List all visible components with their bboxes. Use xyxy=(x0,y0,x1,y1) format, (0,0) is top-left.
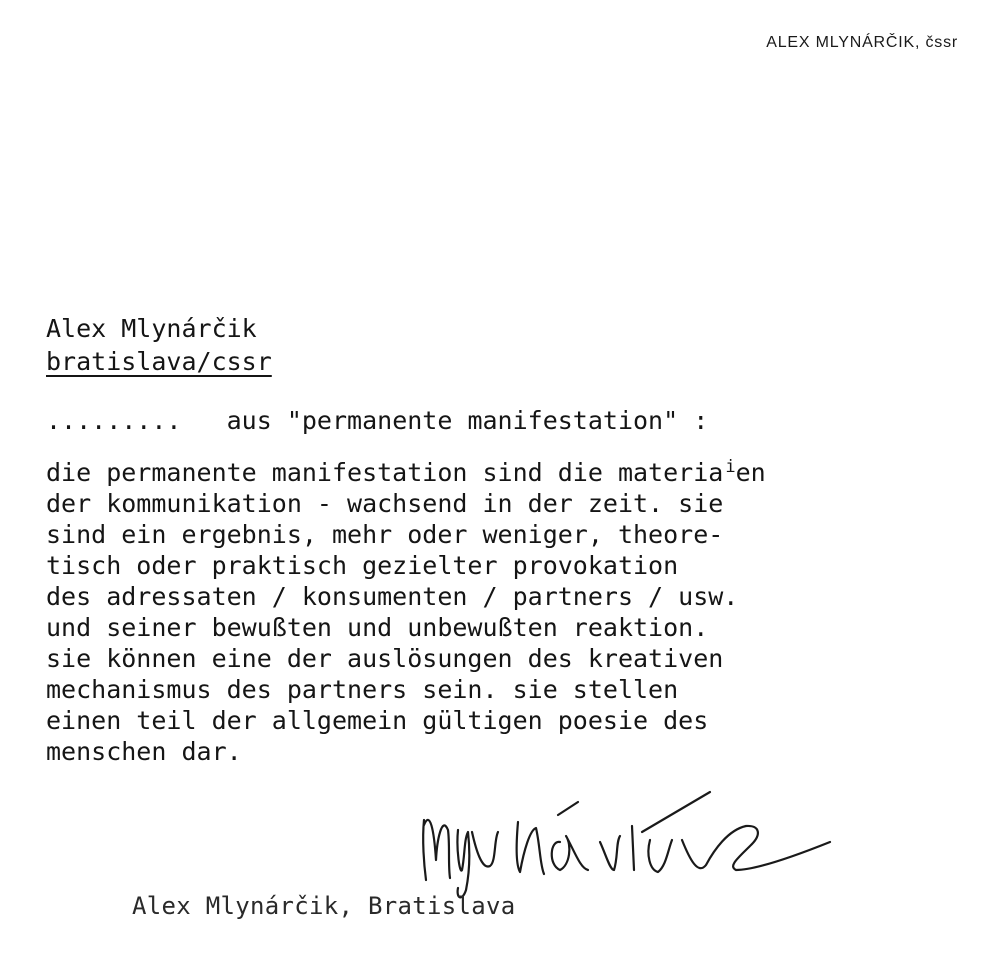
text-line-2: der kommunikation - wachsend in der zeit. sie xyxy=(46,489,724,518)
handwritten-signature xyxy=(410,770,850,910)
header-artist-name: ALEX MLYNÁRČIK, čssr xyxy=(766,34,958,51)
text-line-9: einen teil der allgemein gültigen poesie des xyxy=(46,706,709,735)
text-line-1: die permanente manifestation sind die materia $^i$en xyxy=(46,457,766,487)
text-line-3: sind ein ergebnis, mehr oder weniger, theore- xyxy=(46,520,724,549)
quote-intro xyxy=(46,404,708,437)
superscript-correction: i xyxy=(725,457,736,477)
text-line-7: sie können eine der auslösungen des kreativen xyxy=(46,644,724,673)
text-line-8: mechanismus des partners sein. sie stellen xyxy=(46,675,679,704)
author-name: Alex Mlynárčik xyxy=(46,314,257,343)
author-block xyxy=(46,312,272,378)
text-line-5: des adressaten / konsumenten / partners / usw. xyxy=(46,582,739,611)
text-line-10: menschen dar. xyxy=(46,737,242,766)
manifesto-text xyxy=(46,452,976,767)
typed-signature: Alex Mlynárčik, Bratislava xyxy=(132,892,516,920)
quote-title: aus "permanente manifestation" : xyxy=(226,406,709,435)
text-line-6: und seiner bewußten und unbewußten reaktion. xyxy=(46,613,709,642)
quote-dots: ......... xyxy=(46,406,182,435)
author-city: bratislava/cssr xyxy=(46,347,272,376)
text-line-4: tisch oder praktisch gezielter provokation xyxy=(46,551,679,580)
